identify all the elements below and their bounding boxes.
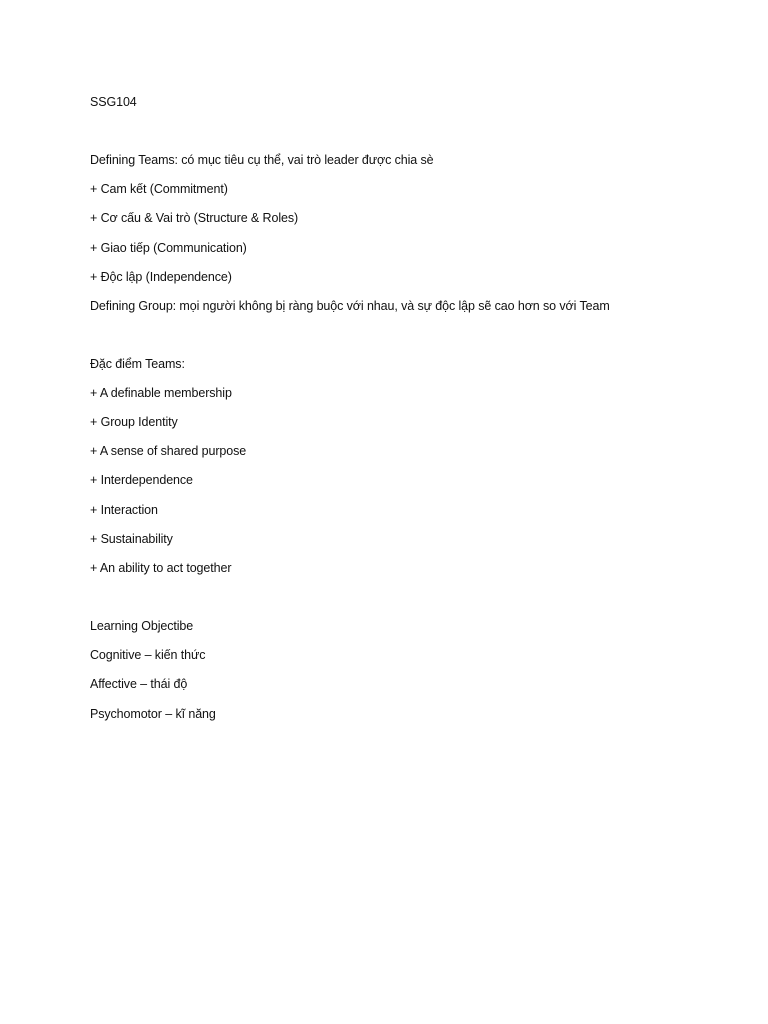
teams-item-commitment: + Cam kết (Commitment) — [90, 182, 228, 196]
teams-item-communication: + Giao tiếp (Communication) — [90, 241, 247, 255]
teams-definition: Defining Teams: có mục tiêu cụ thể, vai trò leader được chia sè — [90, 153, 434, 167]
characteristics-item: + Interaction — [90, 503, 158, 517]
characteristics-item: + An ability to act together — [90, 561, 232, 575]
characteristics-item: + Interdependence — [90, 473, 193, 487]
teams-item-independence: + Độc lập (Independence) — [90, 270, 232, 284]
course-code: SSG104 — [90, 95, 137, 109]
learning-item: Affective – thái độ — [90, 677, 188, 691]
characteristics-item: + A definable membership — [90, 386, 232, 400]
learning-heading: Learning Objectibe — [90, 619, 194, 633]
characteristics-item: + Group Identity — [90, 415, 178, 429]
characteristics-item: + Sustainability — [90, 532, 173, 546]
characteristics-item: + A sense of shared purpose — [90, 444, 247, 458]
characteristics-heading: Đặc điểm Teams: — [90, 357, 185, 371]
learning-item: Cognitive – kiến thức — [90, 648, 206, 662]
group-definition: Defining Group: mọi người không bị ràng buộc với nhau, và sự độc lập sẽ cao hơn so với Team — [90, 299, 610, 313]
teams-item-structure: + Cơ cấu & Vai trò (Structure & Roles) — [90, 211, 299, 225]
learning-item: Psychomotor – kĩ năng — [90, 707, 216, 721]
